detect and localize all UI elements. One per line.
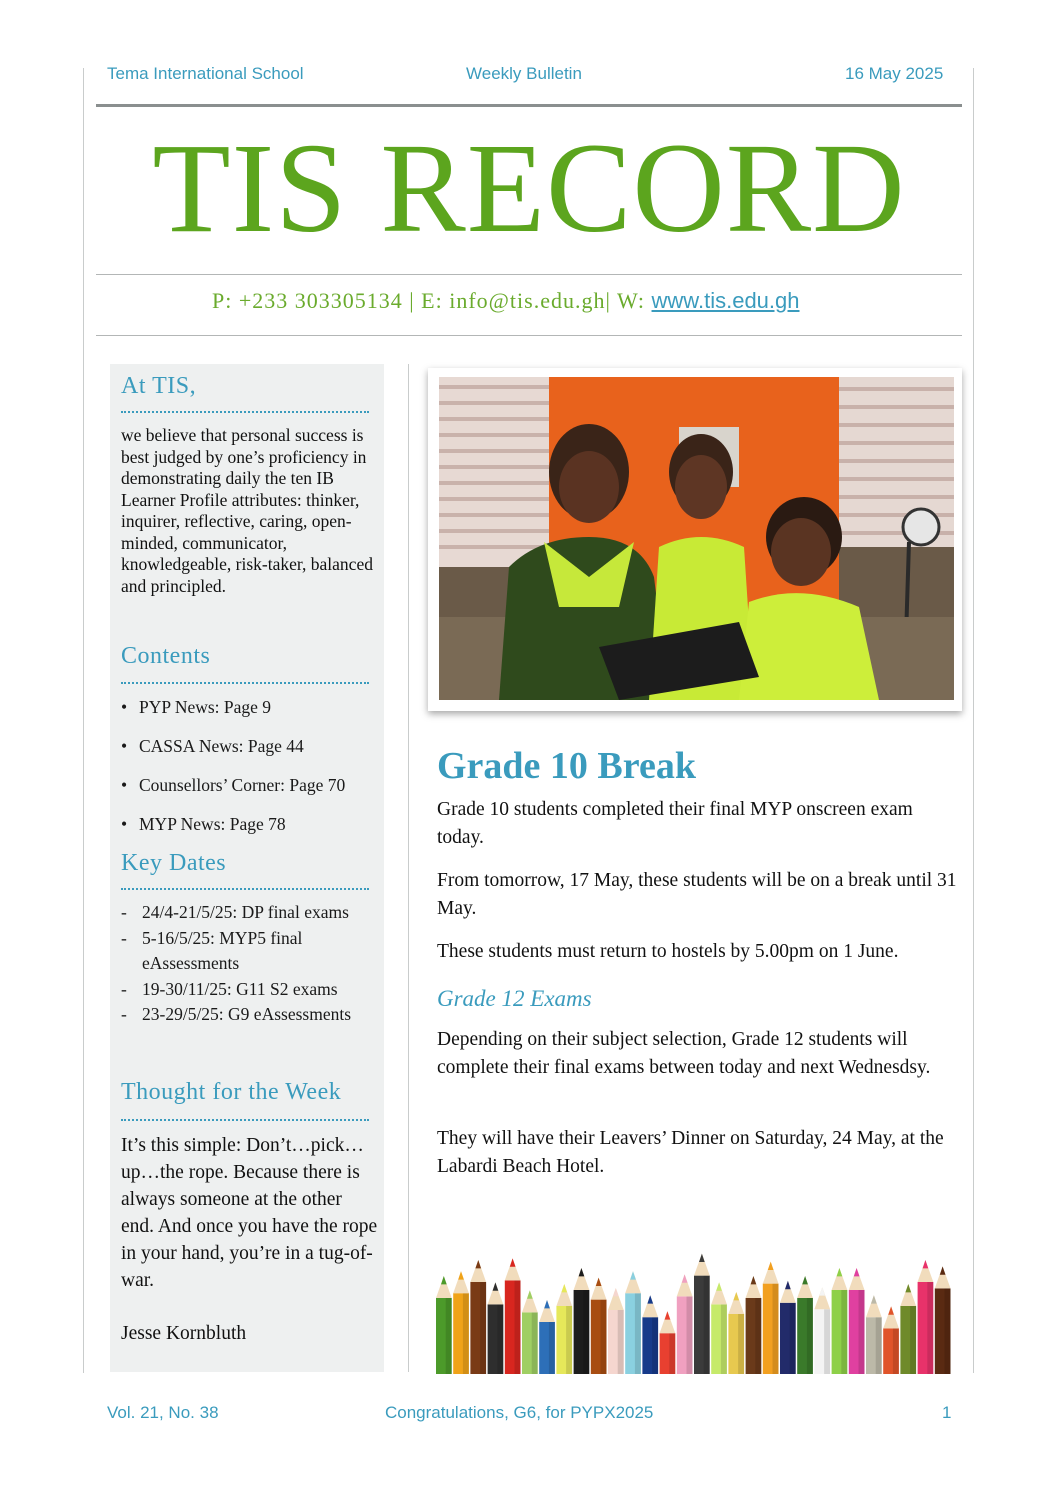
pencil — [453, 1271, 469, 1374]
footer-message: Congratulations, G6, for PYPX2025 — [385, 1403, 654, 1422]
article-heading: Grade 10 Break — [437, 745, 696, 787]
article-subheading: Grade 12 Exams — [437, 986, 592, 1011]
pencil — [488, 1282, 504, 1374]
article-paragraph: These students must return to hostels by 5.00pm on 1 June. — [437, 941, 899, 962]
colored-pencils-icon — [436, 1240, 952, 1374]
pencil — [711, 1282, 727, 1374]
key-dates-list — [121, 900, 376, 1028]
pencil — [660, 1311, 676, 1374]
contact-details: P: +233 303305134 | E: info@tis.edu.gh| W: — [212, 288, 652, 313]
heading-divider — [121, 682, 369, 684]
pencil — [866, 1295, 882, 1374]
contents-item: • PYP News: Page 9 — [121, 697, 345, 736]
pencil — [763, 1262, 779, 1374]
pencil — [556, 1284, 572, 1374]
students-photo-illustration — [439, 377, 954, 700]
pencil — [797, 1276, 813, 1374]
pencil — [935, 1266, 951, 1374]
heading-divider — [121, 1119, 369, 1121]
pencil — [539, 1300, 555, 1374]
pencil — [918, 1260, 934, 1374]
page-border-left — [83, 68, 84, 1373]
contents-item: • Counsellors’ Corner: Page 70 — [121, 775, 345, 814]
volume-number: Vol. 21, No. 38 — [107, 1403, 219, 1422]
header-rule — [96, 104, 962, 107]
page-number: 1 — [942, 1403, 952, 1422]
issue-date: 16 May 2025 — [845, 64, 944, 83]
pencil — [780, 1281, 796, 1374]
key-date-item: - 5-16/5/25: MYP5 final eAssessments — [121, 926, 376, 977]
contents-list — [121, 697, 345, 853]
pencil — [883, 1306, 899, 1374]
pencil — [900, 1284, 916, 1374]
pencil — [677, 1274, 693, 1374]
key-dates-heading: Key Dates — [121, 850, 227, 876]
key-date-item: - 23-29/5/25: G9 eAssessments — [121, 1002, 376, 1028]
pencils-illustration — [436, 1240, 952, 1374]
thought-text: It’s this simple: Don’t…pick…up…the rope. Because there is always someone at the other end. And once you have the rope in your hand, you’re in a tug-of-war. — [121, 1135, 378, 1291]
key-date-item: - 24/4-21/5/25: DP final exams — [121, 900, 376, 926]
pencil — [505, 1258, 521, 1374]
pencil — [591, 1278, 607, 1374]
pencil — [625, 1271, 641, 1374]
pencil — [470, 1260, 486, 1374]
school-name: Tema International School — [107, 64, 304, 83]
article-paragraph: From tomorrow, 17 May, these students will be on a break until 31 May. — [437, 870, 957, 919]
pencil — [574, 1268, 590, 1374]
column-divider — [408, 364, 409, 1372]
masthead-title: TIS RECORD — [152, 117, 906, 259]
heading-divider — [121, 888, 369, 890]
website-link[interactable]: www.tis.edu.gh — [651, 288, 800, 313]
page-border-right — [973, 68, 974, 1373]
pencil — [608, 1288, 624, 1374]
thought-heading: Thought for the Week — [121, 1079, 342, 1105]
contents-heading: Contents — [121, 643, 211, 669]
article-paragraph: Depending on their subject selection, Grade 12 students will complete their final exams between today and next Wednesdsy. — [437, 1029, 931, 1078]
pencil — [728, 1292, 744, 1374]
article-paragraph: Grade 10 students completed their final MYP onscreen exam today. — [437, 799, 913, 848]
thought-author: Jesse Kornbluth — [121, 1323, 247, 1344]
key-date-item: - 19-30/11/25: G11 S2 exams — [121, 977, 376, 1003]
pencil — [642, 1295, 658, 1374]
pencil — [849, 1268, 865, 1374]
contact-rule — [96, 335, 962, 336]
heading-divider — [121, 411, 369, 413]
contact-line — [212, 288, 800, 314]
pencil — [436, 1276, 452, 1374]
pencil — [694, 1254, 710, 1374]
pencil — [832, 1268, 848, 1374]
at-tis-text: we believe that personal success is best judged by one’s proficiency in demonstrating daily the ten IB Learner Profile attributes: thinker, inquirer, reflective, caring, open-minded, communicator, knowledgeable, risk-taker, balanced and principled. — [121, 425, 373, 596]
bulletin-label: Weekly Bulletin — [466, 64, 582, 83]
pencil — [746, 1276, 762, 1374]
masthead-rule — [96, 274, 962, 275]
article-paragraph: They will have their Leavers’ Dinner on Saturday, 24 May, at the Labardi Beach Hotel. — [437, 1128, 944, 1177]
contents-item: • MYP News: Page 78 — [121, 814, 345, 853]
contents-item: • CASSA News: Page 44 — [121, 736, 345, 775]
at-tis-heading: At TIS, — [121, 373, 197, 399]
students-photo — [439, 377, 954, 700]
pencil — [814, 1287, 830, 1374]
pencil — [522, 1290, 538, 1374]
